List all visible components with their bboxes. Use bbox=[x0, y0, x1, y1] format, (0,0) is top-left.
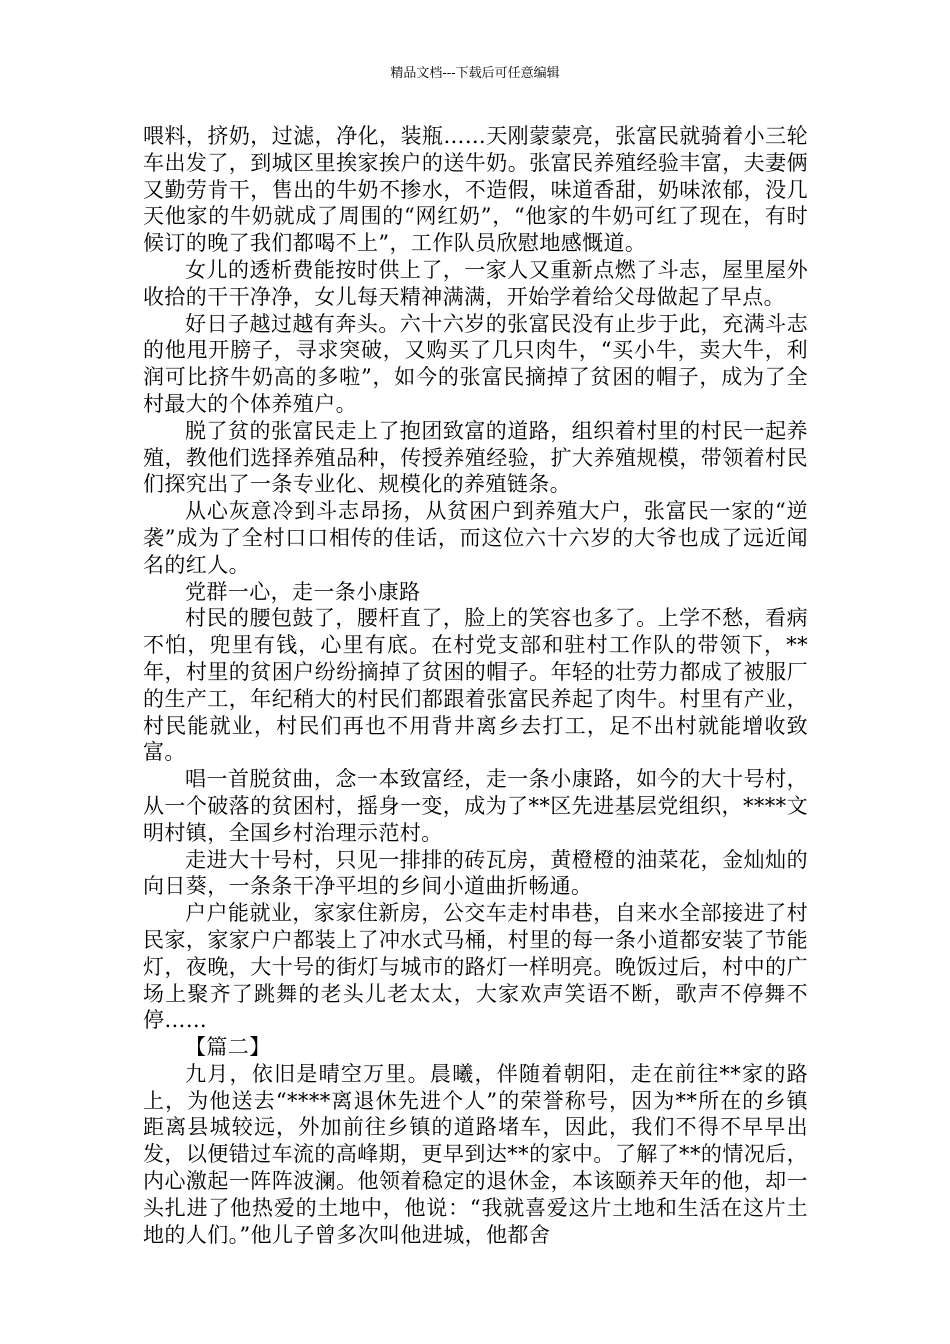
paragraph: 好日子越过越有奔头。六十六岁的张富民没有止步于此，充满斗志的他甩开膀子，寻求突破，又购买了几只肉牛，“买小牛，卖大牛，利润可比挤牛奶高的多啦”，如今的张富民摘掉了贫困的帽子，成为了全村最大的个体养殖户。 bbox=[143, 311, 808, 416]
paragraph: 女儿的透析费能按时供上了，一家人又重新点燃了斗志，屋里屋外收拾的干干净净，女儿每天精神满满，开始学着给父母做起了早点。 bbox=[143, 257, 808, 309]
page-header-watermark: 精品文档---下载后可任意编辑 bbox=[390, 66, 560, 81]
document-body bbox=[143, 123, 808, 1248]
paragraph: 走进大十号村，只见一排排的砖瓦房，黄橙橙的油菜花，金灿灿的向日葵，一条条干净平坦的乡间小道曲折畅通。 bbox=[143, 847, 808, 899]
section-subheading: 党群一心，走一条小康路 bbox=[185, 579, 421, 604]
paragraph: 户户能就业，家家住新房，公交车走村串巷，自来水全部接进了村民家，家家户户都装上了冲水式马桶，村里的每一条小道都安装了节能灯，夜晚，大十号的街灯与城市的路灯一样明亮。晚饭过后，村中的广场上聚齐了跳舞的老头儿老太太，大家欢声笑语不断，歌声不停舞不停…… bbox=[143, 901, 808, 1033]
paragraph: 九月，依旧是晴空万里。晨曦，伴随着朝阳，走在前往**家的路上，为他送去“****离退休先进个人”的荣誉称号，因为**所在的乡镇距离县城较远，外加前往乡镇的道路堵车，因此，我们不得不早早出发，以便错过车流的高峰期，更早到达**的家中。了解了**的情况后，内心激起一阵阵波澜。他领着稳定的退休金，本该颐养天年的他，却一头扎进了他热爱的土地中，他说：“我就喜爱这片土地和生活在这片土地的人们。”他儿子曾多次叫他进城，他都舍 bbox=[143, 1061, 808, 1247]
paragraph: 唱一首脱贫曲，念一本致富经，走一条小康路，如今的大十号村，从一个破落的贫困村，摇身一变，成为了**区先进基层党组织，****文明村镇，全国乡村治理示范村。 bbox=[143, 767, 808, 845]
section-marker: 【篇二】 bbox=[185, 1035, 271, 1060]
paragraph: 脱了贫的张富民走上了抱团致富的道路，组织着村里的村民一起养殖，教他们选择养殖品种，传授养殖经验，扩大养殖规模，带领着村民们探究出了一条专业化、规模化的养殖链条。 bbox=[143, 418, 808, 497]
paragraph-continuation: 喂料，挤奶，过滤，净化，装瓶……天刚蒙蒙亮，张富民就骑着小三轮车出发了，到城区里挨家挨户的送牛奶。张富民养殖经验丰富，夫妻俩又勤劳肯干，售出的牛奶不掺水，不造假，味道香甜，奶味浓郁，没几天他家的牛奶就成了周围的“网红奶”，“他家的牛奶可红了现在，有时候订的晚了我们都喝不上”，工作队员欣慰地感慨道。 bbox=[143, 124, 808, 256]
paragraph: 村民的腰包鼓了，腰杆直了，脸上的笑容也多了。上学不愁，看病不怕，兜里有钱，心里有底。在村党支部和驻村工作队的带领下，**年，村里的贫困户纷纷摘掉了贫困的帽子。年轻的壮劳力都成了被服厂的生产工，年纪稍大的村民们都跟着张富民养起了肉牛。村里有产业，村民能就业，村民们再也不用背井离乡去打工，足不出村就能增收致富。 bbox=[143, 606, 808, 765]
paragraph: 从心灰意冷到斗志昂扬，从贫困户到养殖大户，张富民一家的“逆袭”成为了全村口口相传的佳话，而这位六十六岁的大爷也成了远近闻名的红人。 bbox=[143, 499, 808, 577]
